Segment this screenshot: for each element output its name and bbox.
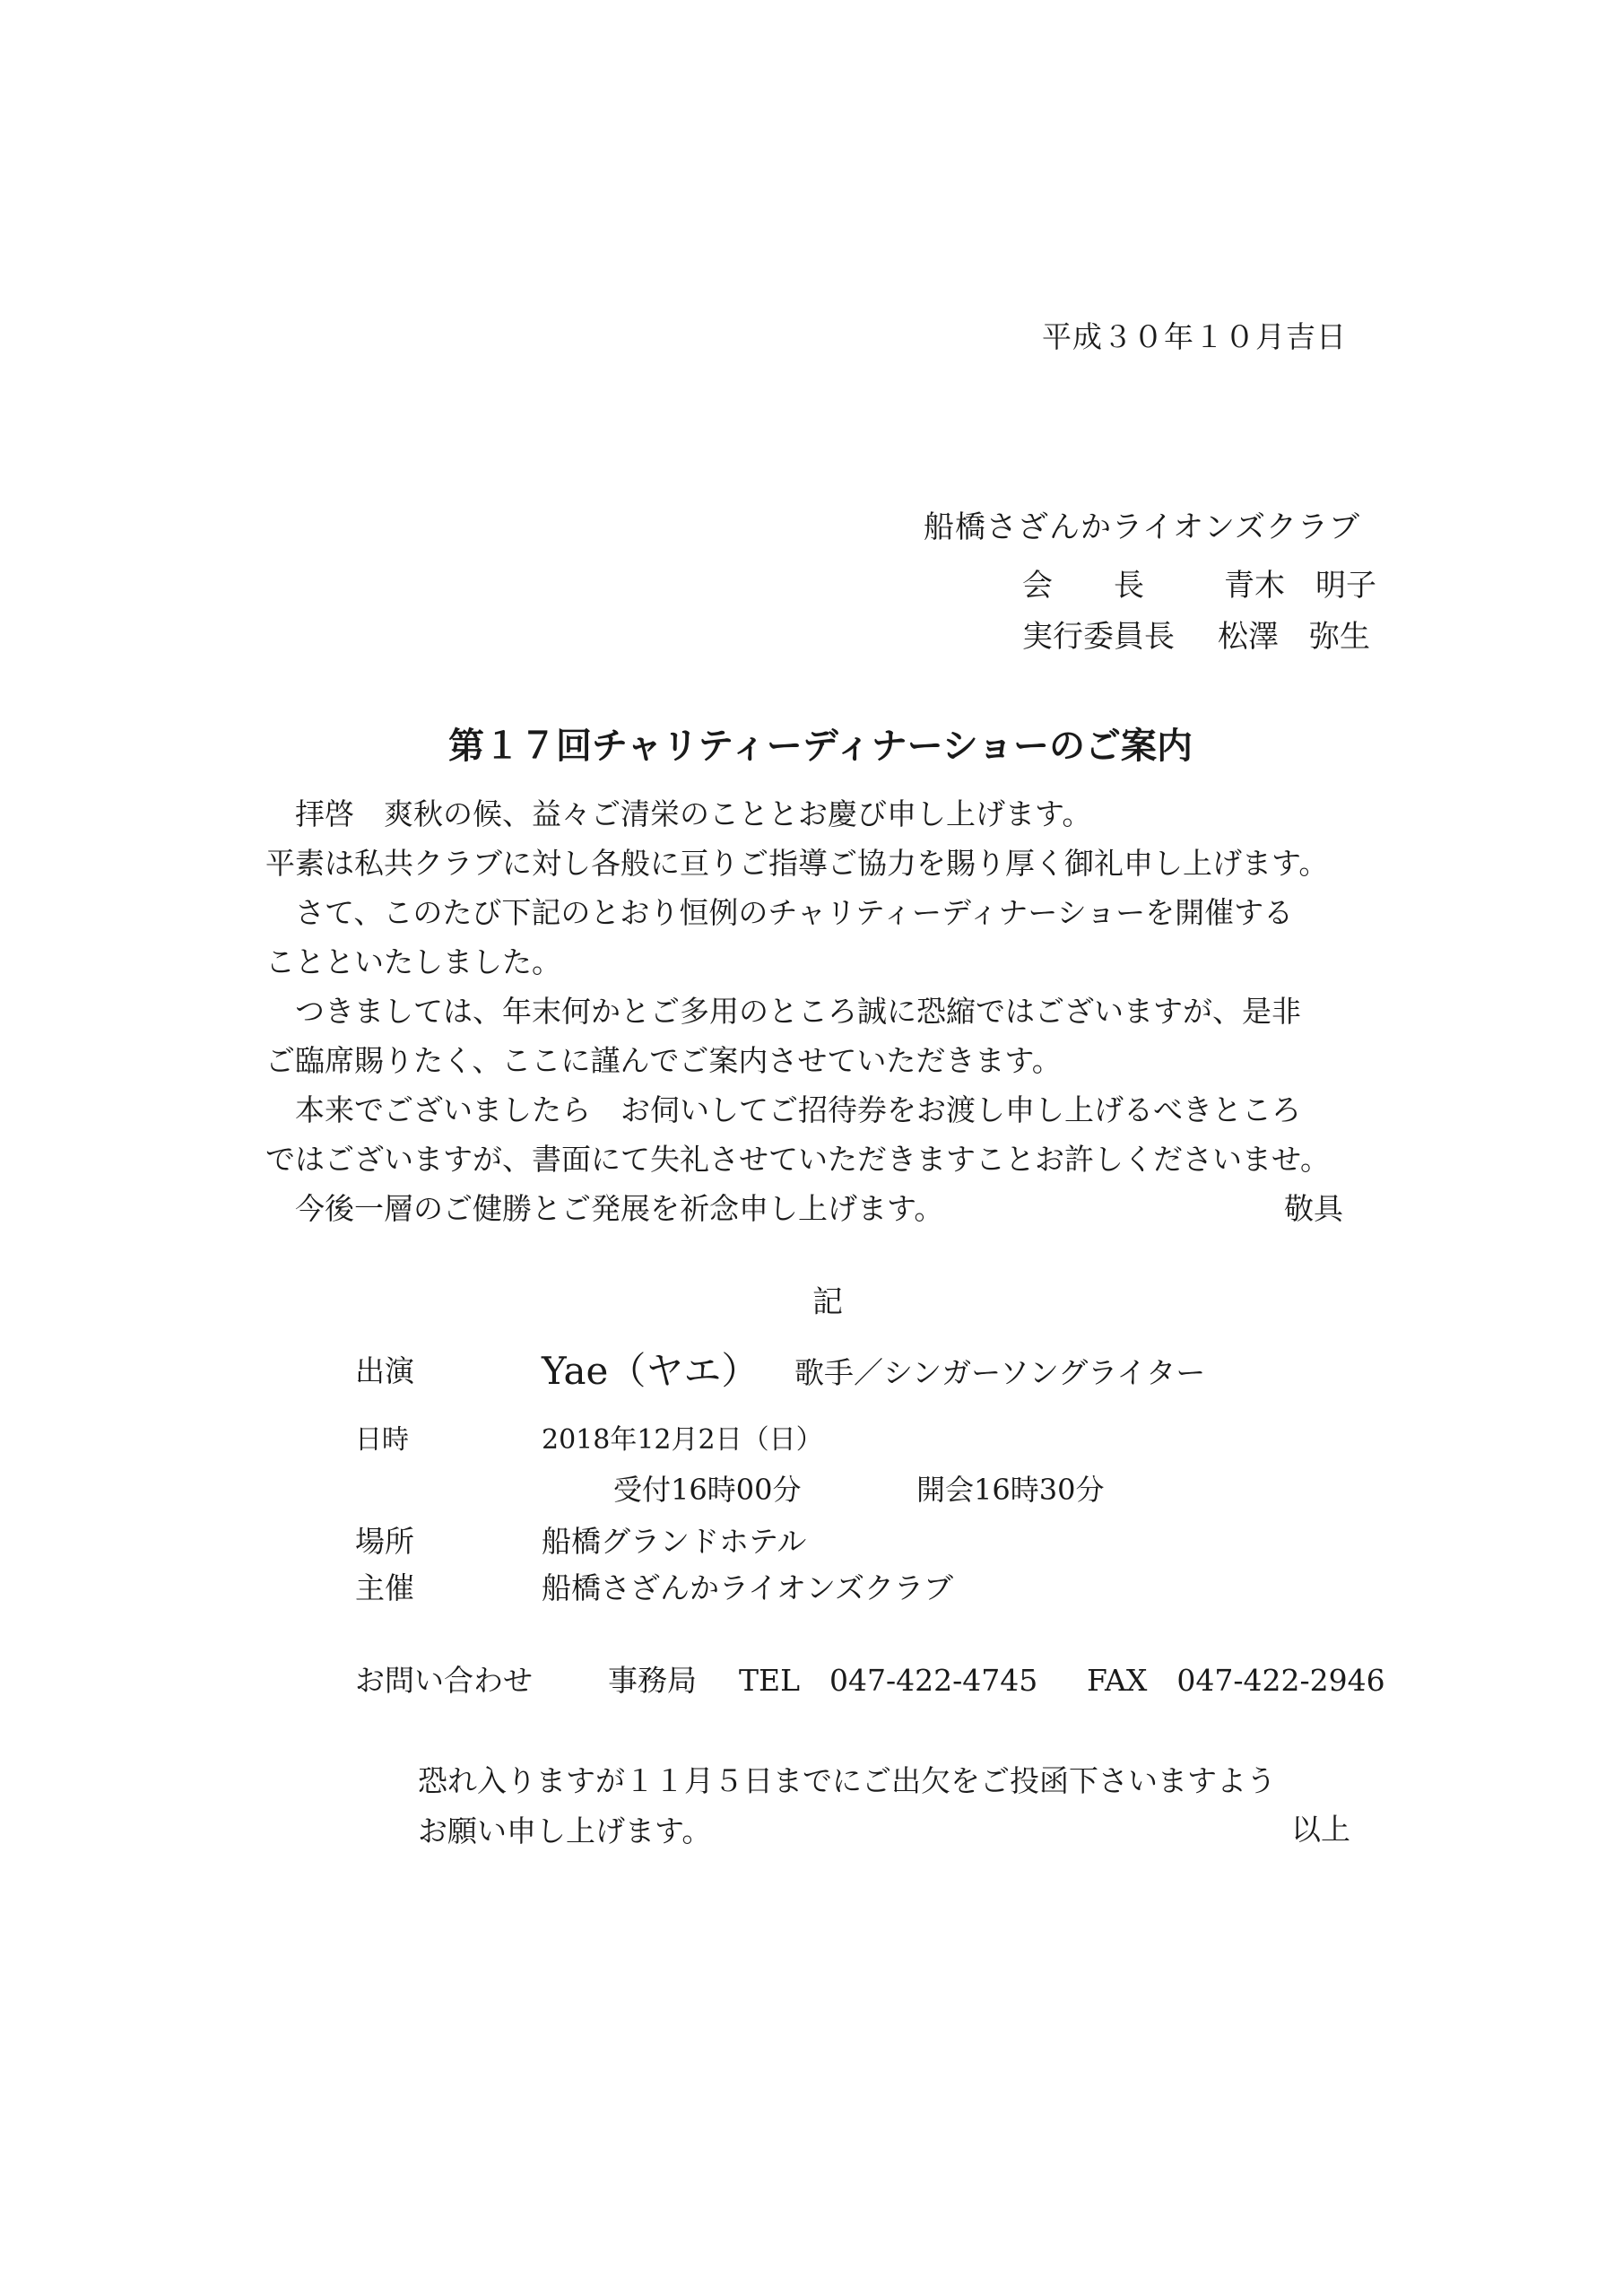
datetime-label: 日時 (355, 1424, 409, 1456)
president-line (1022, 561, 1376, 604)
committee-name: 松澤 弥生 (1218, 619, 1370, 655)
president-role: 会 長 (1022, 568, 1144, 604)
event-date: 2018年12月2日（日） (542, 1424, 823, 1456)
closing-salutation: 敬具 (1284, 1191, 1343, 1226)
contact-tel: TEL 047-422-4745 (739, 1663, 1038, 1698)
opening-time: 開会16時30分 (916, 1473, 1105, 1507)
venue-label: 場所 (355, 1524, 414, 1559)
rsvp-notice (418, 1756, 1276, 1857)
letter-body (265, 789, 1343, 1233)
body-line: つきましては、年末何かとご多用のところ誠に恐縮ではございますが、是非 (295, 994, 1301, 1029)
ki-heading: 記 (812, 1284, 843, 1320)
performer-description: 歌手／シンガーソングライター (794, 1355, 1206, 1390)
body-line: ではございますが、書面にて失礼させていただきますことお許しくださいませ。 (265, 1142, 1331, 1177)
president-name: 青木 明子 (1224, 568, 1376, 604)
organization-name: 船橋さざんかライオンズクラブ (924, 509, 1360, 545)
body-line: 平素は私共クラブに対し各般に亘りご指導ご協力を賜り厚く御礼申し上げます。 (265, 846, 1329, 881)
notice-line: お願い申し上げます。 (418, 1813, 712, 1848)
committee-role: 実行委員長 (1022, 619, 1175, 655)
body-line: さて、このたび下記のとおり恒例のチャリティーディナーショーを開催する (295, 895, 1294, 930)
performer-label: 出演 (355, 1353, 414, 1388)
performer-name-text: Yae（ヤエ） (542, 1349, 759, 1393)
contact-fax: FAX 047-422-2946 (1087, 1663, 1385, 1698)
host-name: 船橋さざんかライオンズクラブ (542, 1570, 954, 1605)
document-title: 第１７回チャリティーディナーショーのご案内 (448, 725, 1193, 767)
body-line: ことといたしました。 (265, 944, 561, 979)
letter-date: 平成３０年１０月吉日 (1042, 319, 1347, 354)
performer-name (542, 1342, 759, 1396)
host-label: 主催 (355, 1570, 414, 1605)
notice-line: 恐れ入りますが１１月５日までにご出欠をご投函下さいますよう (418, 1763, 1276, 1798)
reception-time: 受付16時00分 (613, 1473, 802, 1507)
contact-label: お問い合わせ (355, 1663, 533, 1698)
committee-chair-line (1022, 612, 1370, 656)
contact-office: 事務局 (608, 1663, 697, 1698)
body-line: 今後一層のご健勝とご発展を祈念申し上げます。 (295, 1191, 944, 1226)
venue-name: 船橋グランドホテル (542, 1524, 807, 1559)
body-line: 本来でございましたら お伺いしてご招待券をお渡し申し上げるべきところ (295, 1092, 1301, 1127)
ijo-end-mark: 以上 (1291, 1812, 1350, 1847)
body-final-line (265, 1184, 1343, 1233)
body-line: ご臨席賜りたく、ここに謹んでご案内させていただきます。 (265, 1043, 1062, 1078)
body-line: 拝啓 爽秋の候、益々ご清栄のこととお慶び申し上げます。 (295, 796, 1092, 831)
